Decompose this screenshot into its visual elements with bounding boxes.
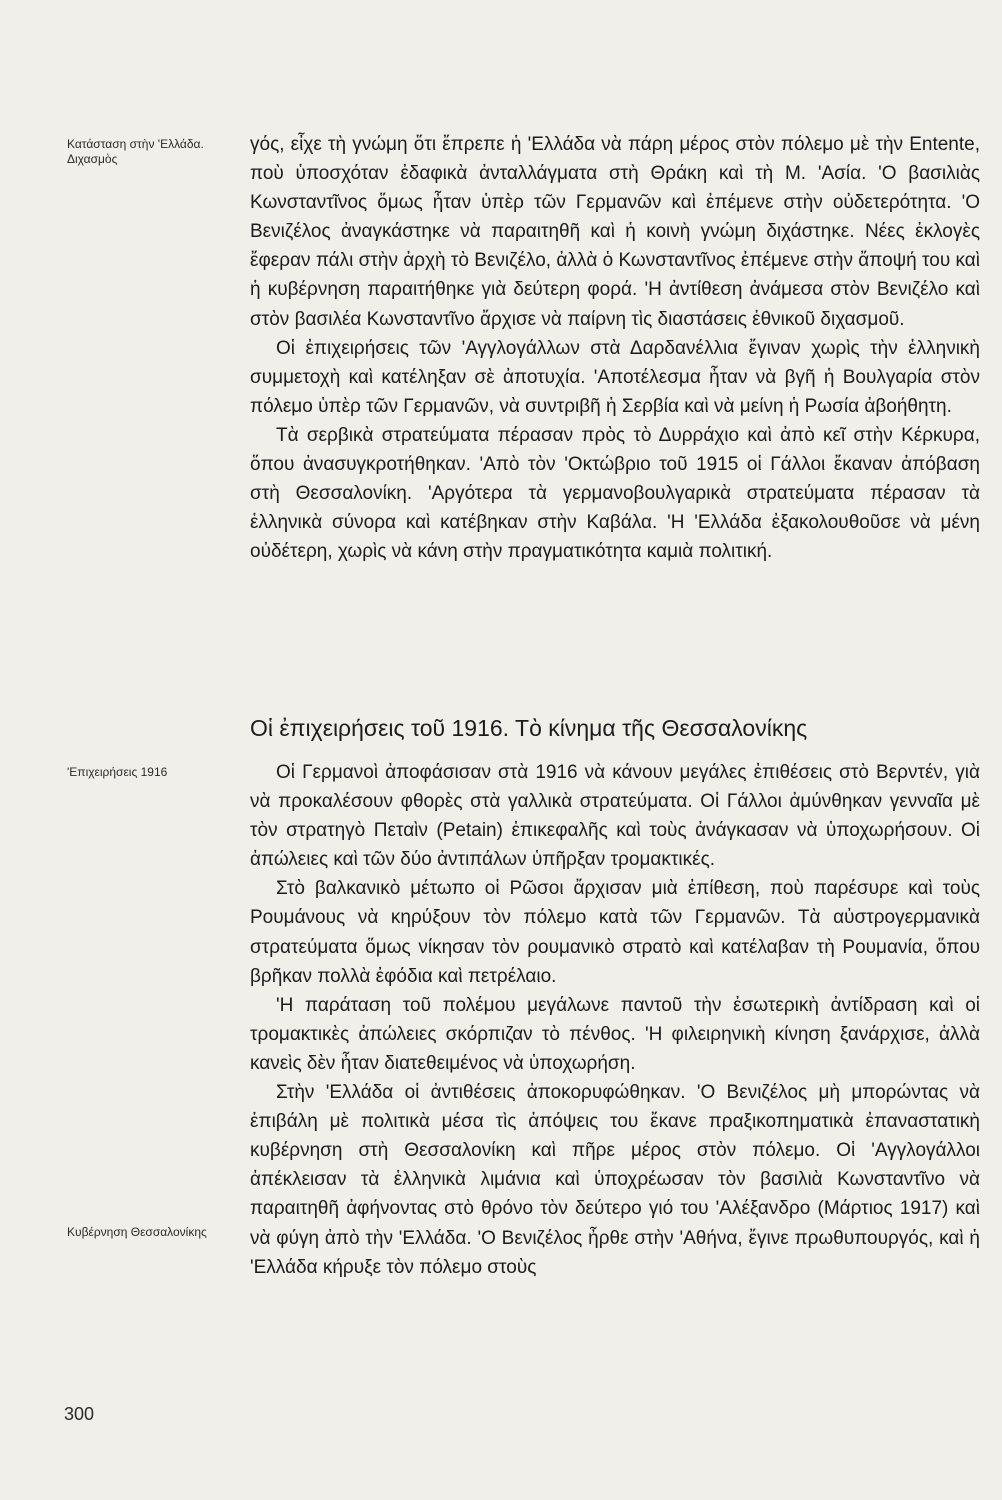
paragraph: Οἱ ἐπιχειρήσεις τῶν 'Αγγλογάλλων στὰ Δαρδανέλλια ἔγιναν χωρὶς τὴν ἑλληνικὴ συμμετοχὴ καὶ κατέληξαν σὲ ἀποτυχία. 'Αποτέλεσμα ἦταν νὰ βγῆ ἡ Βουλγαρία στὸν πόλεμο ὑπὲρ τῶν Γερμανῶν, νὰ συντριβῆ ἡ Σερβία καὶ νὰ μείνη ἡ Ρωσία ἀβοήθητη.	[250, 337, 980, 417]
margin-note-greece-division: Κατάσταση στὴν 'Ελλάδα. Διχασμὸς	[67, 137, 204, 166]
paragraph: Στὸ βαλκανικὸ μέτωπο οἱ Ρῶσοι ἄρχισαν μιὰ ἐπίθεση, ποὺ παρέσυρε καὶ τοὺς Ρουμάνους νὰ κηρύξουν τὸν πόλεμο κατὰ τῶν Γερμανῶν. Τὰ αὐστρογερμανικὰ στρατεύματα ὅμως νίκησαν τὸν ρουμανικὸ στρατὸ καὶ κατέλαβαν τὴ Ρουμανία, ὅπου βρῆκαν πολλὰ ἐφόδια καὶ πετρέλαιο.	[250, 878, 980, 987]
margin-note-operations-1916: 'Επιχειρήσεις 1916	[67, 765, 168, 779]
paragraph: 'Η παράταση τοῦ πολέμου μεγάλωνε παντοῦ τὴν ἐσωτερικὴ ἀντίδραση καὶ οἱ τρομακτικὲς ἀπώλειες σκόρπιζαν τὸ πένθος. 'Η φιλειρηνικὴ κίνηση ξανάρχισε, ἀλλὰ κανεὶς δὲν ἦταν διατεθειμένος νὰ ὑποχωρήση.	[250, 994, 980, 1074]
paragraph: Οἱ Γερμανοὶ ἀποφάσισαν στὰ 1916 νὰ κάνουν μεγάλες ἐπιθέσεις στὸ Βερντέν, γιὰ νὰ προκαλέσουν φθορὲς στὰ γαλλικὰ στρατεύματα. Οἱ Γάλλοι ἀμύνθηκαν γενναῖα μὲ τὸν στρατηγὸ Πεταὶν (Petain) ἐπικεφαλῆς καὶ τοὺς ἀνάγκασαν νὰ ὑποχωρήσουν. Οἱ ἀπώλειες καὶ τῶν δύο ἀντιπάλων ὑπῆρξαν τρομακτικές.	[250, 762, 980, 871]
margin-note-thessaloniki-government: Κυβέρνηση Θεσσαλονίκης	[67, 1225, 207, 1239]
paragraph: γός, εἶχε τὴ γνώμη ὅτι ἔπρεπε ἡ 'Ελλάδα νὰ πάρη μέρος στὸν πόλεμο μὲ τὴν Entente, ποὺ ὑποσχόταν ἐδαφικὰ ἀνταλλάγματα στὴ Θράκη καὶ τὴ Μ. 'Ασία. 'Ο βασιλιὰς Κωνσταντῖνος ὅμως ἦταν ὑπὲρ τῶν Γερμανῶν καὶ ἐπέμενε στὴν οὐδετερότητα. 'Ο Βενιζέλος ἀναγκάστηκε νὰ παραιτηθῆ καὶ ἡ κοινὴ γνώμη διχάστηκε. Νέες ἐκλογὲς ἔφεραν πάλι στὴν ἀρχὴ τὸ Βενιζέλο, ἀλλὰ ὁ Κωνσταντῖνος ἐπέμενε στὴν ἄποψή του καὶ ἡ κυβέρνηση παραιτήθηκε γιὰ δεύτερη φορά. 'Η ἀντίθεση ἀνάμεσα στὸν Βενιζέλο καὶ στὸν βασιλέα Κωνσταντῖνο ἄρχισε νὰ παίρνη τὶς διαστάσεις ἐθνικοῦ διχασμοῦ.	[250, 134, 980, 330]
section-text-2	[250, 758, 980, 1282]
paragraph: Τὰ σερβικὰ στρατεύματα πέρασαν πρὸς τὸ Δυρράχιο καὶ ἀπὸ κεῖ στὴν Κέρκυρα, ὅπου ἀνασυγκροτήθηκαν. 'Απὸ τὸν 'Οκτώβριο τοῦ 1915 οἱ Γάλλοι ἔκαναν ἀπόβαση στὴ Θεσσαλονίκη. 'Αργότερα τὰ γερμανοβουλγαρικὰ στρατεύματα πέρασαν τὰ ἑλληνικὰ σύνορα καὶ κατέβηκαν στὴν Καβάλα. 'Η 'Ελλάδα ἐξακολουθοῦσε νὰ μένη οὐδέτερη, χωρὶς νὰ κάνη στὴν πραγματικότητα καμιὰ πολιτική.	[250, 424, 980, 563]
paragraph: Στὴν 'Ελλάδα οἱ ἀντιθέσεις ἀποκορυφώθηκαν. 'Ο Βενιζέλος μὴ μπορώντας νὰ ἐπιβάλη μὲ πολιτικὰ μέσα τὶς ἀπόψεις του ἔκανε πραξικοπηματικὰ ἐπαναστατικὴ κυβέρνηση στὴ Θεσσαλονίκη καὶ πῆρε μέρος στὸν πόλεμο. Οἱ 'Αγγλογάλλοι ἀπέκλεισαν τὰ ἑλληνικὰ λιμάνια καὶ ὑποχρέωσαν τὸν βασιλιὰ Κωνσταντῖνο νὰ παραιτηθῆ ἀφήνοντας στὸ θρόνο τὸν δεύτερο γιό του 'Αλέξανδρο (Μάρτιος 1917) καὶ νὰ φύγη ἀπὸ τὴν 'Ελλάδα. 'Ο Βενιζέλος ἦρθε στὴν 'Αθήνα, ἔγινε πρωθυπουργός, καὶ ἡ 'Ελλάδα κήρυξε τὸν πόλεμο στοὺς	[250, 1082, 980, 1278]
section-heading: Οἱ ἐπιχειρήσεις τοῦ 1916. Τὸ κίνημα τῆς Θεσσαλονίκης	[250, 715, 808, 741]
page-number: 300	[64, 1404, 95, 1424]
section-text-1	[250, 130, 980, 566]
